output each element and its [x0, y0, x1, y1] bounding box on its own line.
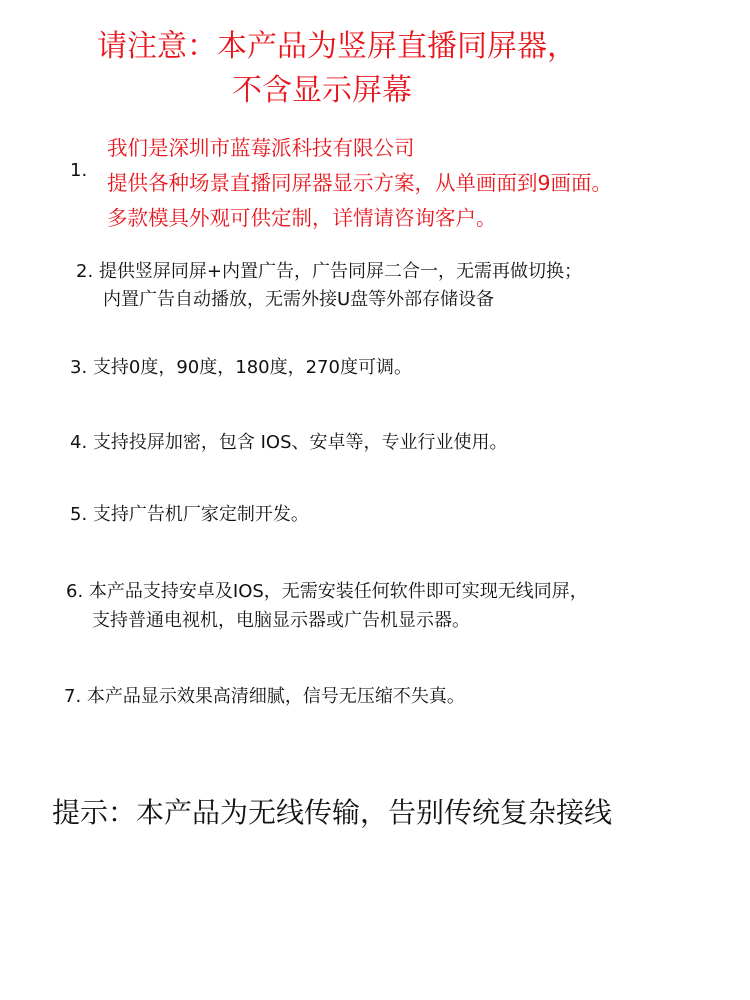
- item-1-solutions-line: 提供各种场景直播同屏器显示方案，从单画面到9画面。: [107, 171, 613, 195]
- item-1-custom-line: 多款模具外观可供定制，详情请咨询客户。: [107, 206, 497, 230]
- item-2-line-2: 内置广告自动播放，无需外接U盘等外部存储设备: [103, 289, 495, 310]
- item-7: 7. 本产品显示效果高清细腻，信号无压缩不失真。: [64, 686, 465, 707]
- item-1-number: 1.: [70, 160, 88, 181]
- tip-text: 提示：本产品为无线传输，告别传统复杂接线: [52, 796, 613, 829]
- notice-line-2: 不含显示屏幕: [232, 73, 412, 108]
- item-5: 5. 支持广告机厂家定制开发。: [70, 504, 309, 525]
- item-6-line-1: 6. 本产品支持安卓及IOS，无需安装任何软件即可实现无线同屏，: [66, 581, 588, 602]
- item-2-line-1: 2. 提供竖屏同屏+内置广告，广告同屏二合一，无需再做切换；: [76, 261, 582, 282]
- item-4: 4. 支持投屏加密，包含 IOS、安卓等，专业行业使用。: [70, 432, 508, 453]
- notice-line-1: 请注意：本产品为竖屏直播同屏器，: [97, 29, 577, 64]
- item-3: 3. 支持0度，90度，180度，270度可调。: [70, 357, 412, 378]
- item-6-line-2: 支持普通电视机，电脑显示器或广告机显示器。: [92, 610, 470, 631]
- item-1-company-line: 我们是深圳市蓝莓派科技有限公司: [107, 136, 415, 160]
